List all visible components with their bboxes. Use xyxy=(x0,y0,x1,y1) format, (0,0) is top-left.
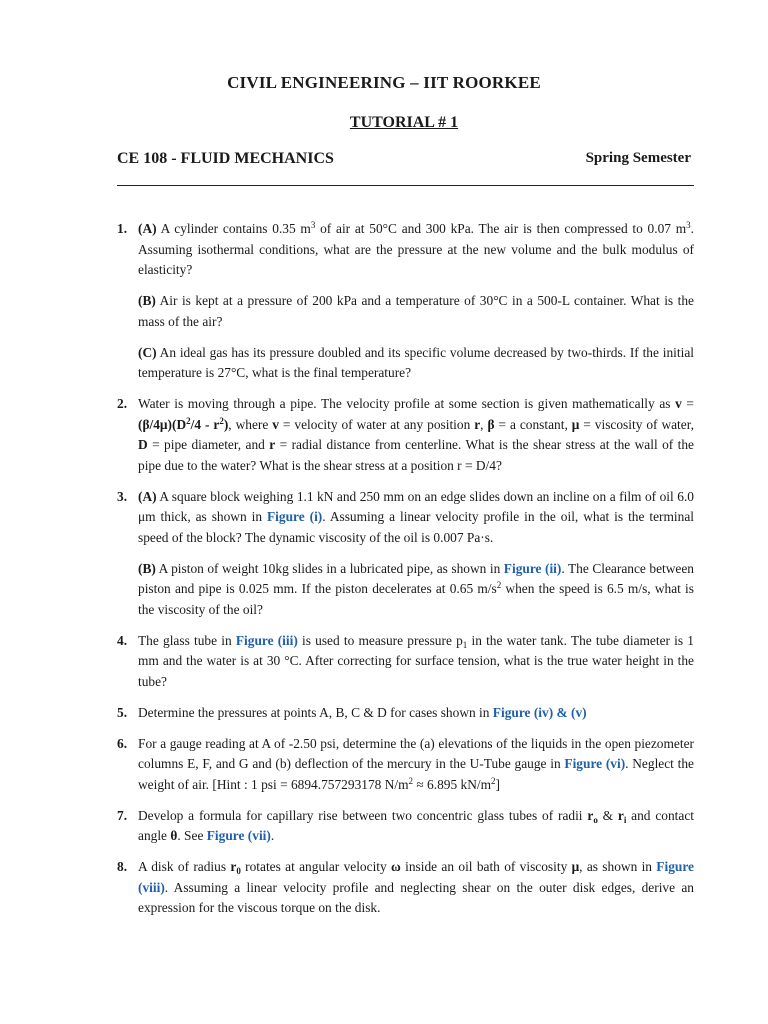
superscript: 3 xyxy=(686,220,691,230)
question-1 xyxy=(117,219,694,384)
figure-reference: Figure (viii) xyxy=(138,859,694,895)
question-4 xyxy=(117,631,694,693)
symbol: v xyxy=(675,396,682,411)
symbol: θ xyxy=(170,828,178,843)
question-list xyxy=(117,219,694,929)
symbol: β xyxy=(487,416,495,432)
question-body xyxy=(138,219,694,384)
question-text: A cylinder contains 0.35 m xyxy=(156,221,311,236)
question-number: 1. xyxy=(117,221,128,236)
question-body xyxy=(138,487,694,621)
superscript: 2 xyxy=(491,775,496,786)
subscript: 0 xyxy=(236,866,241,876)
question-text: in the water tank. The tube diameter is 1 mm and the water is at 30 °C. After correcting for surface tension, what is the true water height in the tube? xyxy=(138,632,695,689)
question-part-a xyxy=(138,219,694,281)
question-text: ] xyxy=(495,776,501,792)
question-8 xyxy=(117,857,694,919)
question-text: . The Clearance between piston and pipe is 0.025 mm. If the piston decelerates at 0.65 m/s xyxy=(138,560,694,596)
question-text: and contact angle xyxy=(138,807,694,843)
question-text: , as shown in xyxy=(579,859,657,874)
superscript: 3 xyxy=(310,220,316,230)
question-text: A piston of weight 10kg slides in a lubricated pipe, as shown in xyxy=(155,560,504,576)
question-text: = xyxy=(681,396,694,411)
question-text: is used to measure pressure p xyxy=(297,632,463,648)
question-body xyxy=(138,631,694,693)
symbol-base: r xyxy=(587,807,594,823)
symbol xyxy=(230,859,240,874)
question-text: The glass tube in xyxy=(138,632,236,648)
symbol: v xyxy=(272,416,279,432)
symbol: r xyxy=(474,416,481,432)
question-body xyxy=(138,857,694,919)
question-text: For a gauge reading at A of -2.50 psi, determine the (a) elevations of the liquids in the open piezometer columns E, F, and G and (b) deflection of the mercury in the U-Tube gauge in xyxy=(138,735,694,771)
part-label: (B) xyxy=(138,293,156,308)
question-text: of air at 50°C and 300 kPa. The air is then compressed to 0.07 m xyxy=(315,221,687,236)
superscript: 2 xyxy=(496,580,502,590)
part-label: (C) xyxy=(138,344,157,360)
question-number: 6. xyxy=(117,735,128,751)
question-text: when the speed is 6.5 m/s, what is the viscosity of the oil? xyxy=(138,581,694,617)
course-title: CE 108 - FLUID MECHANICS xyxy=(117,150,334,167)
part-label: (A) xyxy=(138,221,157,236)
symbol: D xyxy=(138,437,148,452)
figure-reference: Figure (iii) xyxy=(235,632,298,648)
question-number: 3. xyxy=(117,488,128,504)
superscript: 2 xyxy=(219,415,224,426)
formula-part: (β/4μ)(D xyxy=(138,416,187,432)
symbol: μ xyxy=(571,416,580,432)
tutorial-title: TUTORIAL # 1 xyxy=(349,114,459,131)
question-text: rotates at angular velocity xyxy=(240,859,392,874)
question-part-b xyxy=(138,291,694,332)
question-text: , xyxy=(480,416,488,432)
formula-part: ) xyxy=(223,416,229,432)
question-body xyxy=(138,806,694,847)
question-text: A square block weighing 1.1 kN and 250 mm on an edge slides down an incline on a film of oil 6.0 μm thick, as shown in xyxy=(138,488,694,524)
subscript: o xyxy=(593,814,598,825)
question-text: Water is moving through a pipe. The velocity profile at some section is given mathematically as xyxy=(138,396,676,411)
figure-reference: Figure (ii) xyxy=(503,560,562,576)
symbol xyxy=(587,808,597,823)
question-text: A disk of radius xyxy=(138,859,231,874)
question-part-a xyxy=(138,487,694,549)
question-text: . Assuming a linear velocity profile and neglecting shear on the outer disk edges, derive an expression for the viscous torque on the disk. xyxy=(138,879,694,915)
symbol-base: r xyxy=(230,859,237,874)
question-number: 7. xyxy=(117,807,128,823)
figure-reference: Figure (i) xyxy=(266,509,323,524)
header-divider xyxy=(117,185,694,186)
question-5 xyxy=(117,703,694,724)
question-number: 2. xyxy=(117,396,128,411)
question-text: = pipe diameter, and xyxy=(147,437,270,452)
question-text: . Assuming a linear velocity profile in the oil, what is the terminal speed of the block? The dynamic viscosity of the oil is 0.007 Pa·s. xyxy=(138,509,694,545)
question-2 xyxy=(117,394,694,476)
question-text: = viscosity of water, xyxy=(579,416,694,432)
question-text: Air is kept at a pressure of 200 kPa and a temperature of 30°C in a 500-L container. What is the mass of the air? xyxy=(138,293,694,329)
velocity-formula xyxy=(138,417,228,432)
question-text: = velocity of water at any position xyxy=(278,416,475,432)
question-number: 5. xyxy=(117,704,128,720)
figure-reference: Figure (vii) xyxy=(206,828,271,843)
question-7 xyxy=(117,806,694,847)
question-text: . xyxy=(270,828,275,843)
question-body xyxy=(138,394,694,476)
figure-reference: Figure (iv) & (v) xyxy=(492,704,587,720)
question-text: Determine the pressures at points A, B, C & D for cases shown in xyxy=(138,704,493,720)
question-text: , where xyxy=(228,416,273,432)
question-body xyxy=(138,734,694,796)
question-6 xyxy=(117,734,694,796)
question-body xyxy=(138,703,694,724)
formula-part: /4 - r xyxy=(190,416,220,432)
superscript: 2 xyxy=(186,415,191,426)
symbol: ω xyxy=(391,859,401,874)
question-number: 8. xyxy=(117,859,128,874)
question-text: inside an oil bath of viscosity xyxy=(400,859,572,874)
question-text: = a constant, xyxy=(494,416,572,432)
subscript: i xyxy=(623,814,627,825)
symbol: μ xyxy=(571,859,580,874)
question-part-c xyxy=(138,343,694,384)
question-text: ≈ 6.895 kN/m xyxy=(413,776,492,792)
question-text: . Assuming isothermal conditions, what are the pressure at the new volume and the bulk modulus of elasticity? xyxy=(138,221,694,277)
subscript: 1 xyxy=(462,639,468,650)
question-text: . Neglect the weight of air. [Hint : 1 psi = 6894.757293178 N/m xyxy=(138,756,694,792)
superscript: 2 xyxy=(408,775,414,786)
figure-reference: Figure (vi) xyxy=(564,756,626,771)
question-text: Develop a formula for capillary rise between two concentric glass tubes of radii xyxy=(138,807,588,823)
semester-label: Spring Semester xyxy=(585,150,691,166)
question-number: 4. xyxy=(117,632,128,648)
question-text: . See xyxy=(177,828,207,843)
question-3 xyxy=(117,487,694,621)
page-title: CIVIL ENGINEERING – IIT ROORKEE xyxy=(227,73,541,92)
part-label: (B) xyxy=(138,560,156,576)
symbol-base: r xyxy=(617,807,624,823)
question-text: & xyxy=(597,807,618,823)
question-text: = radial distance from centerline. What is the shear stress at the wall of the pipe due to the water? What is the shear stress at a position r = D/4? xyxy=(138,437,694,473)
question-text: An ideal gas has its pressure doubled and its specific volume decreased by two-thirds. If the initial temperature is 27°C, what is the final temperature? xyxy=(138,344,694,380)
question-part-b xyxy=(138,559,694,621)
symbol: r xyxy=(269,437,276,452)
part-label: (A) xyxy=(138,488,157,504)
